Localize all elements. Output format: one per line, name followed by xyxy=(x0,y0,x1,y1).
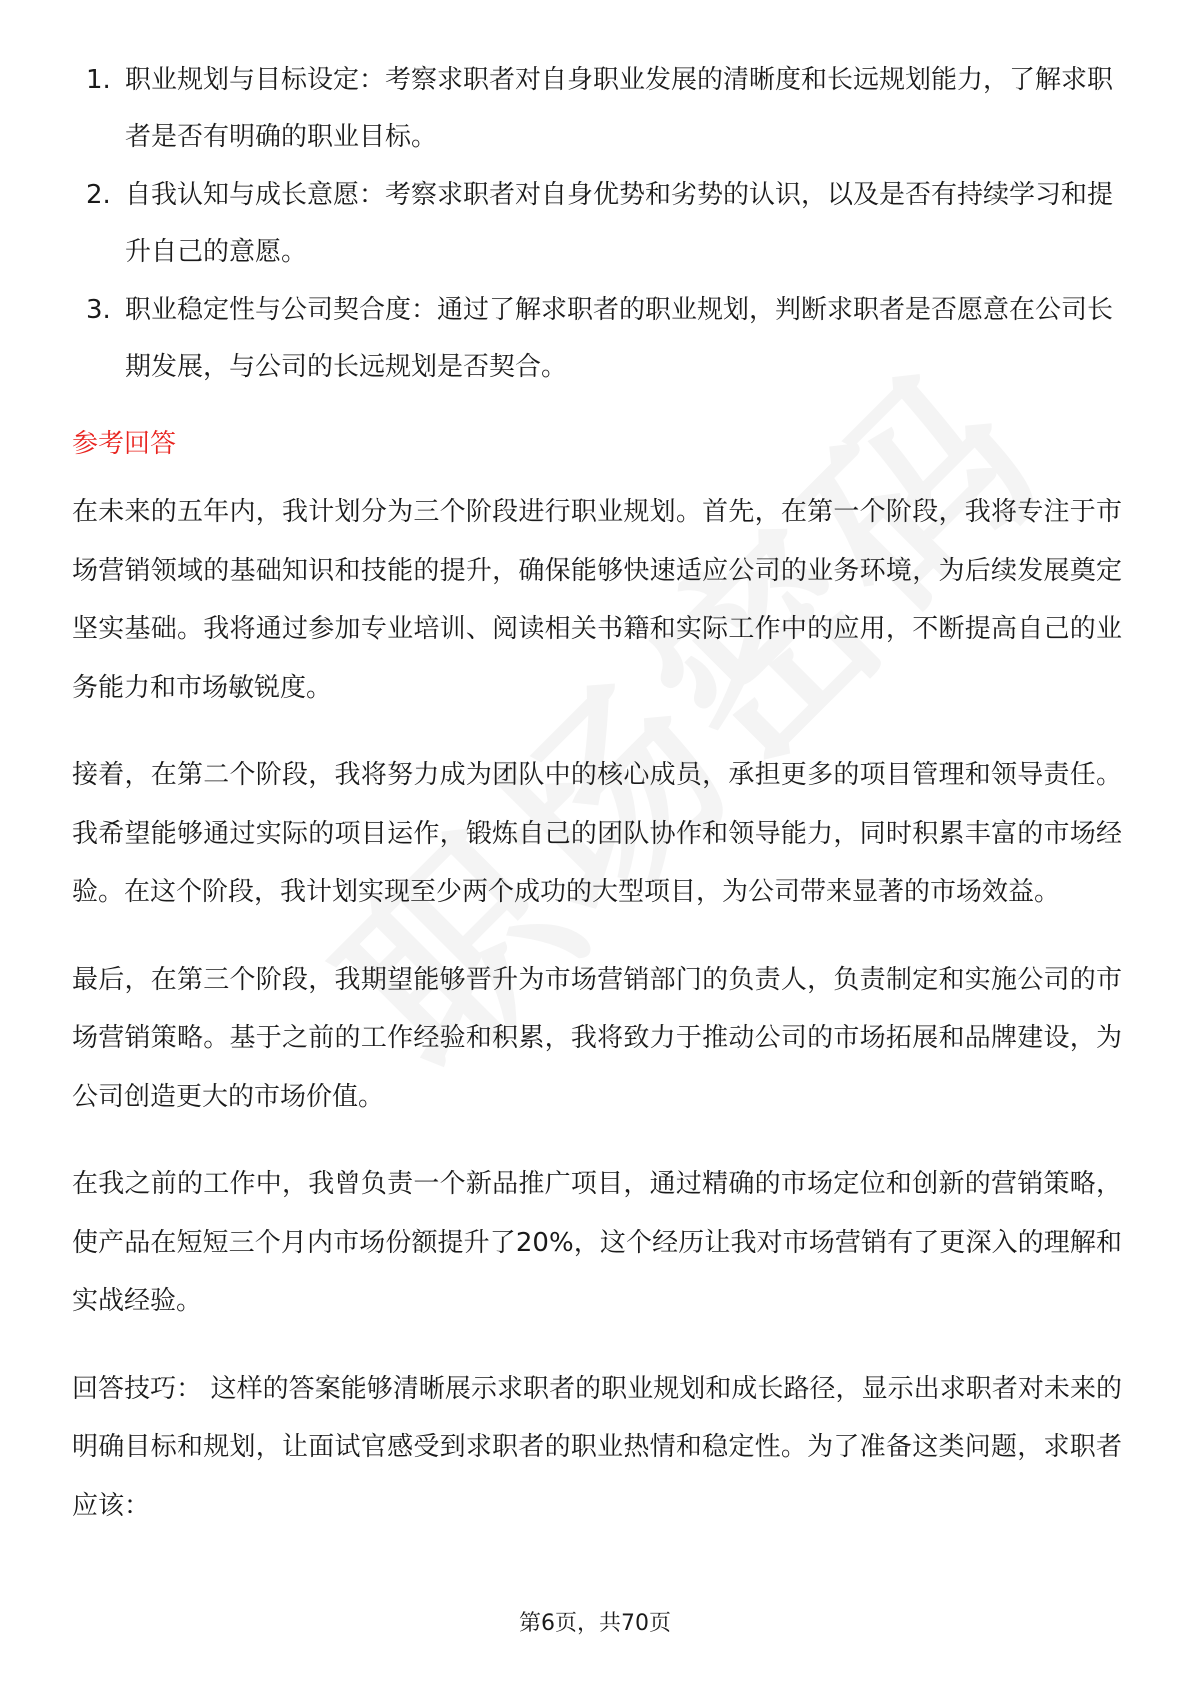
list-item xyxy=(72,52,1122,166)
list-item-number: 1. xyxy=(86,65,111,95)
list-item xyxy=(72,167,1122,281)
answer-paragraph: 最后，在第三个阶段，我期望能够晋升为市场营销部门的负责人，负责制定和实施公司的市场营销策略。基于之前的工作经验和积累，我将致力于推动公司的市场拓展和品牌建设，为公司创造更大的市场价值。 xyxy=(72,964,1122,1112)
list-item xyxy=(72,282,1122,396)
answer-paragraph: 接着，在第二个阶段，我将努力成为团队中的核心成员，承担更多的项目管理和领导责任。我希望能够通过实际的项目运作，锻炼自己的团队协作和领导能力，同时积累丰富的市场经验。在这个阶段，我计划实现至少两个成功的大型项目，为公司带来显著的市场效益。 xyxy=(72,760,1122,907)
list-item-number: 2. xyxy=(86,180,111,210)
document-body xyxy=(72,52,1122,1564)
tips-paragraph: 回答技巧： 这样的答案能够清晰展示求职者的职业规划和成长路径，显示出求职者对未来的明确目标和规划，让面试官感受到求职者的职业热情和稳定性。为了准备这类问题，求职者应该： xyxy=(72,1373,1122,1521)
list-item-text: 自我认知与成长意愿：考察求职者对自身优势和劣势的认识，以及是否有持续学习和提升自己的意愿。 xyxy=(125,180,1114,267)
answer-paragraph: 在我之前的工作中，我曾负责一个新品推广项目，通过精确的市场定位和创新的营销策略，使产品在短短三个月内市场份额提升了20%，这个经历让我对市场营销有了更深入的理解和实战经验。 xyxy=(72,1169,1122,1316)
answer-paragraph: 在未来的五年内，我计划分为三个阶段进行职业规划。首先，在第一个阶段，我将专注于市场营销领域的基础知识和技能的提升，确保能够快速适应公司的业务环境，为后续发展奠定坚实基础。我将通过参加专业培训、阅读相关书籍和实际工作中的应用，不断提高自己的业务能力和市场敏锐度。 xyxy=(72,497,1122,703)
evaluation-criteria-list xyxy=(72,52,1122,396)
page-number: 第6页，共70页 xyxy=(519,1611,671,1636)
section-title: 参考回答 xyxy=(72,429,177,459)
list-item-text: 职业规划与目标设定：考察求职者对自身职业发展的清晰度和长远规划能力，了解求职者是否有明确的职业目标。 xyxy=(125,65,1114,152)
list-item-number: 3. xyxy=(86,295,111,325)
list-item-text: 职业稳定性与公司契合度：通过了解求职者的职业规划，判断求职者是否愿意在公司长期发展，与公司的长远规划是否契合。 xyxy=(125,295,1114,382)
